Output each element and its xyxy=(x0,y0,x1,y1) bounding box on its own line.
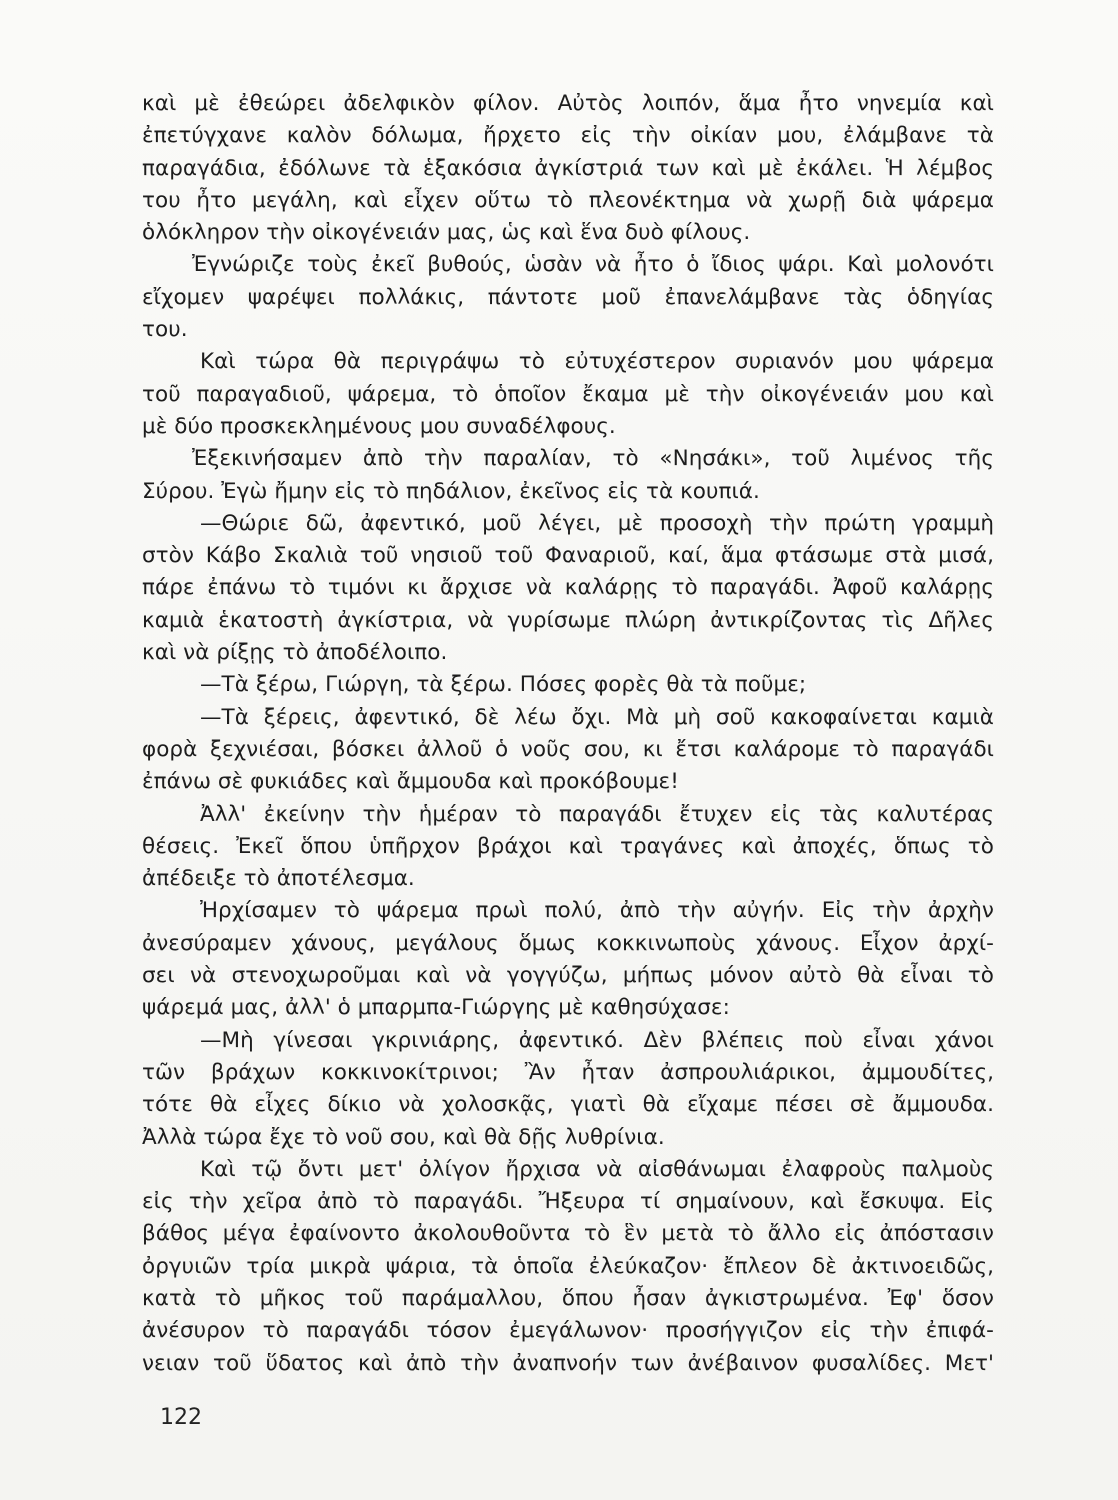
text-line: Ἐξεκινήσαμεν ἀπὸ τὴν παραλίαν, τὸ «Νησάκι», τοῦ λιμένος τῆς xyxy=(192,446,994,472)
text-line: πάρε ἐπάνω τὸ τιμόνι κι ἄρχισε νὰ καλάρῃς τὸ παραγάδι. Ἀφοῦ καλάρῃς xyxy=(142,575,994,601)
text-line: καὶ μὲ ἐθεώρει ἀδελφικὸν φίλον. Αὐτὸς λοιπόν, ἅμα ἦτο νηνεμία καὶ xyxy=(142,91,994,116)
text-line: μὲ δύο προσκεκλημένους μου συναδέλφους. xyxy=(142,413,616,439)
text-line: —Τὰ ξέρεις, ἀφεντικό, δὲ λέω ὄχι. Μὰ μὴ σοῦ κακοφαίνεται καμιὰ xyxy=(200,704,994,730)
text-line: ἀνεσύραμεν χάνους, μεγάλους ὅμως κοκκινωποὺς χάνους. Εἶχον ἀρχί- xyxy=(142,930,994,956)
text-line: του ἦτο μεγάλη, καὶ εἶχεν οὕτω τὸ πλεονέκτημα νὰ χωρῇ διὰ ψάρεμα xyxy=(142,187,994,213)
text-line: —Θώριε δῶ, ἀφεντικό, μοῦ λέγει, μὲ προσοχὴ τὴν πρώτη γραμμὴ xyxy=(200,510,994,536)
text-line: τότε θὰ εἶχες δίκιο νὰ χολοσκᾷς, γιατὶ θὰ εἴχαμε πέσει σὲ ἄμμουδα. xyxy=(142,1092,994,1118)
text-line: βάθος μέγα ἐφαίνοντο ἀκολουθοῦντα τὸ ἓν μετὰ τὸ ἄλλο εἰς ἀπόστασιν xyxy=(142,1221,994,1247)
text-line: ψάρεμά μας, ἀλλ' ὁ μπαρμπα-Γιώργης μὲ καθησύχασε: xyxy=(142,995,730,1021)
text-line: φορὰ ξεχνιέσαι, βόσκει ἀλλοῦ ὁ νοῦς σου, κι ἔτσι καλάρομε τὸ παραγάδι xyxy=(142,736,994,762)
text-line: κατὰ τὸ μῆκος τοῦ παράμαλλου, ὅπου ἦσαν ἀγκιστρωμένα. Ἐφ' ὅσον xyxy=(142,1285,994,1311)
page-number: 122 xyxy=(160,1405,202,1430)
text-line: ἐπάνω σὲ φυκιάδες καὶ ἄμμουδα καὶ προκόβουμε! xyxy=(142,769,679,795)
text-line: τῶν βράχων κοκκινοκίτρινοι; Ἂν ἦταν ἀσπρουλιάρικοι, ἀμμουδίτες, xyxy=(142,1059,994,1085)
text-line: εἰς τὴν χεῖρα ἀπὸ τὸ παραγάδι. Ἤξευρα τί σημαίνουν, καὶ ἔσκυψα. Εἰς xyxy=(142,1189,994,1215)
text-line: Καὶ τῷ ὄντι μετ' ὀλίγον ἤρχισα νὰ αἰσθάνωμαι ἐλαφροὺς παλμοὺς xyxy=(200,1156,994,1182)
text-line: ὁλόκληρον τὴν οἰκογένειάν μας, ὡς καὶ ἕνα δυὸ φίλους. xyxy=(142,220,751,246)
body-text xyxy=(142,88,994,1380)
text-line: Καὶ τώρα θὰ περιγράψω τὸ εὐτυχέστερον συριανόν μου ψάρεμα xyxy=(200,349,994,375)
text-line: —Μὴ γίνεσαι γκρινιάρης, ἀφεντικό. Δὲν βλέπεις ποὺ εἶναι χάνοι xyxy=(200,1027,994,1053)
text-line: Ἐγνώριζε τοὺς ἐκεῖ βυθούς, ὡσὰν νὰ ἦτο ὁ ἴδιος ψάρι. Καὶ μολονότι xyxy=(192,252,994,278)
text-line: τοῦ παραγαδιοῦ, ψάρεμα, τὸ ὁποῖον ἔκαμα μὲ τὴν οἰκογένειάν μου καὶ xyxy=(142,381,994,407)
text-line: ἀπέδειξε τὸ ἀποτέλεσμα. xyxy=(142,866,415,892)
text-line: σει νὰ στενοχωροῦμαι καὶ νὰ γογγύζω, μήπως μόνον αὐτὸ θὰ εἶναι τὸ xyxy=(142,963,994,989)
text-line: καμιὰ ἑκατοστὴ ἀγκίστρια, νὰ γυρίσωμε πλώρη ἀντικρίζοντας τὶς Δῆλες xyxy=(142,607,994,633)
text-line: ὀργυιῶν τρία μικρὰ ψάρια, τὰ ὁποῖα ἐλεύκαζον· ἔπλεον δὲ ἀκτινοειδῶς, xyxy=(142,1253,994,1279)
text-line: του. xyxy=(142,317,188,343)
text-line: παραγάδια, ἐδόλωνε τὰ ἑξακόσια ἀγκίστριά των καὶ μὲ ἐκάλει. Ἡ λέμβος xyxy=(142,155,994,181)
text-line: Ἀλλὰ τώρα ἔχε τὸ νοῦ σου, καὶ θὰ δῇς λυθρίνια. xyxy=(142,1124,665,1150)
text-line: Σύρου. Ἐγὼ ἤμην εἰς τὸ πηδάλιον, ἐκεῖνος εἰς τὰ κουπιά. xyxy=(142,478,760,504)
text-line: καὶ νὰ ρίξῃς τὸ ἀποδέλοιπο. xyxy=(142,640,448,666)
text-line: νειαν τοῦ ὕδατος καὶ ἀπὸ τὴν ἀναπνοήν των ἀνέβαινον φυσαλίδες. Μετ' xyxy=(142,1350,994,1376)
text-line: ἀνέσυρον τὸ παραγάδι τόσον ἐμεγάλωνον· προσήγγιζον εἰς τὴν ἐπιφά- xyxy=(142,1318,994,1344)
text-line: Ἀλλ' ἐκείνην τὴν ἡμέραν τὸ παραγάδι ἔτυχεν εἰς τὰς καλυτέρας xyxy=(200,801,994,827)
text-line: —Τὰ ξέρω, Γιώργη, τὰ ξέρω. Πόσες φορὲς θὰ τὰ ποῦμε; xyxy=(200,672,807,698)
text-line: Ἠρχίσαμεν τὸ ψάρεμα πρωὶ πολύ, ἀπὸ τὴν αὐγήν. Εἰς τὴν ἀρχὴν xyxy=(200,898,994,924)
text-line: εἴχομεν ψαρέψει πολλάκις, πάντοτε μοῦ ἐπανελάμβανε τὰς ὁδηγίας xyxy=(142,284,994,310)
text-line: ἐπετύγχανε καλὸν δόλωμα, ἤρχετο εἰς τὴν οἰκίαν μου, ἐλάμβανε τὰ xyxy=(142,123,994,149)
text-line: στὸν Κάβο Σκαλιὰ τοῦ νησιοῦ τοῦ Φαναριοῦ, καί, ἅμα φτάσωμε στὰ μισά, xyxy=(142,543,994,569)
text-line: θέσεις. Ἐκεῖ ὅπου ὑπῆρχον βράχοι καὶ τραγάνες καὶ ἀποχές, ὅπως τὸ xyxy=(142,833,994,859)
